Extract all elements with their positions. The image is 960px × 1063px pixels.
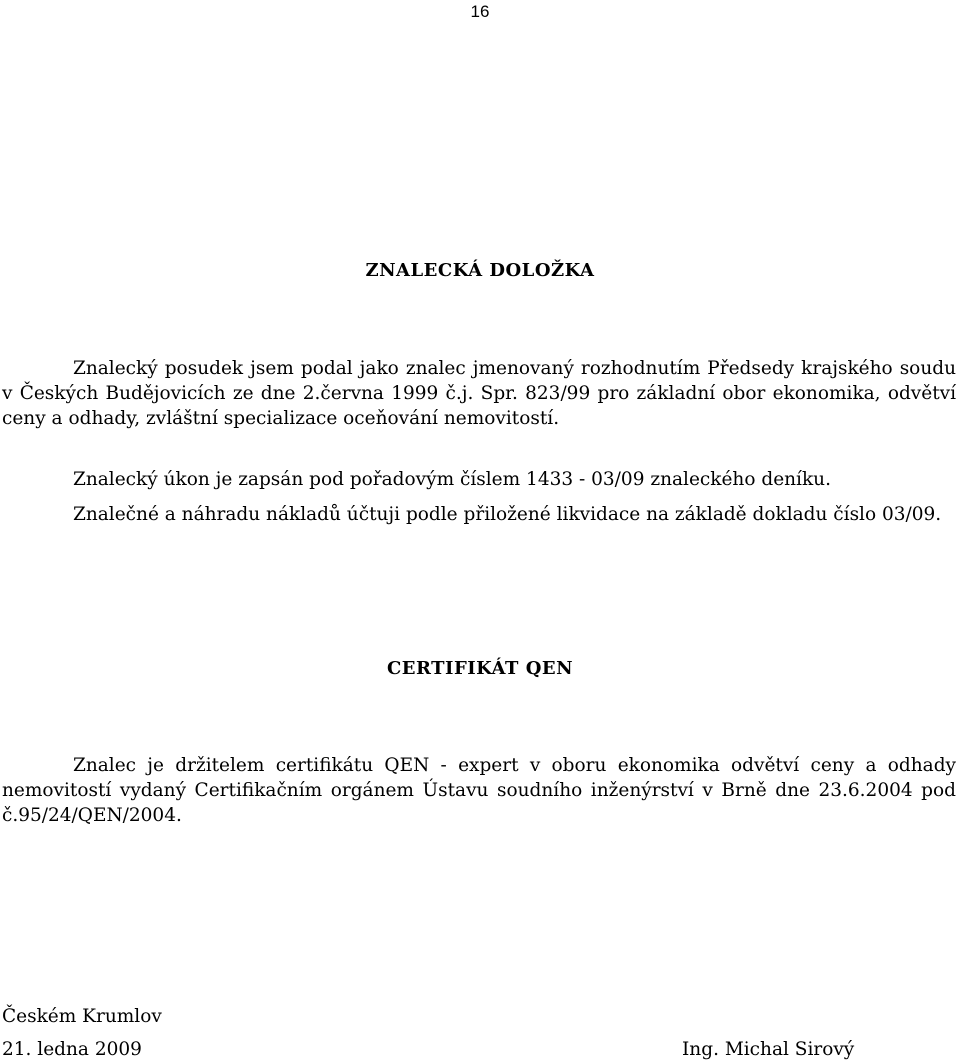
certificate-paragraph: Znalec je držitelem certifikátu QEN - expert v oboru ekonomika odvětví ceny a odhady nemovitostí vydaný Certifikačním orgánem Ústavu soudního inženýrství v Brně dne 23.6.2004 pod č.95/24/QEN/2004. <box>2 755 956 826</box>
fee-paragraph: Znalečné a náhradu nákladů účtuji podle přiložené likvidace na základě dokladu číslo 03/09. <box>73 504 942 525</box>
certificate-heading: CERTIFIKÁT QEN <box>386 658 574 679</box>
page-number: 16 <box>470 2 490 21</box>
footer-signer: Ing. Michal Sirový <box>682 1039 855 1060</box>
footer-place: Českém Krumlov <box>2 1006 162 1027</box>
footer-date: 21. ledna 2009 <box>2 1039 142 1060</box>
expert-appointment-paragraph: Znalecký posudek jsem podal jako znalec jmenovaný rozhodnutím Předsedy krajského soudu v Českých Budějovicích ze dne 2.června 1999 č.j. Spr. 823/99 pro základní obor ekonomika, odvětví ceny a odhady, zvláštní specializace oceňování nemovitostí. <box>2 358 956 429</box>
registry-entry-paragraph: Znalecký úkon je zapsán pod pořadovým číslem 1433 - 03/09 znaleckého deníku. <box>73 469 831 490</box>
expert-clause-heading: ZNALECKÁ DOLOŽKA <box>365 260 595 281</box>
